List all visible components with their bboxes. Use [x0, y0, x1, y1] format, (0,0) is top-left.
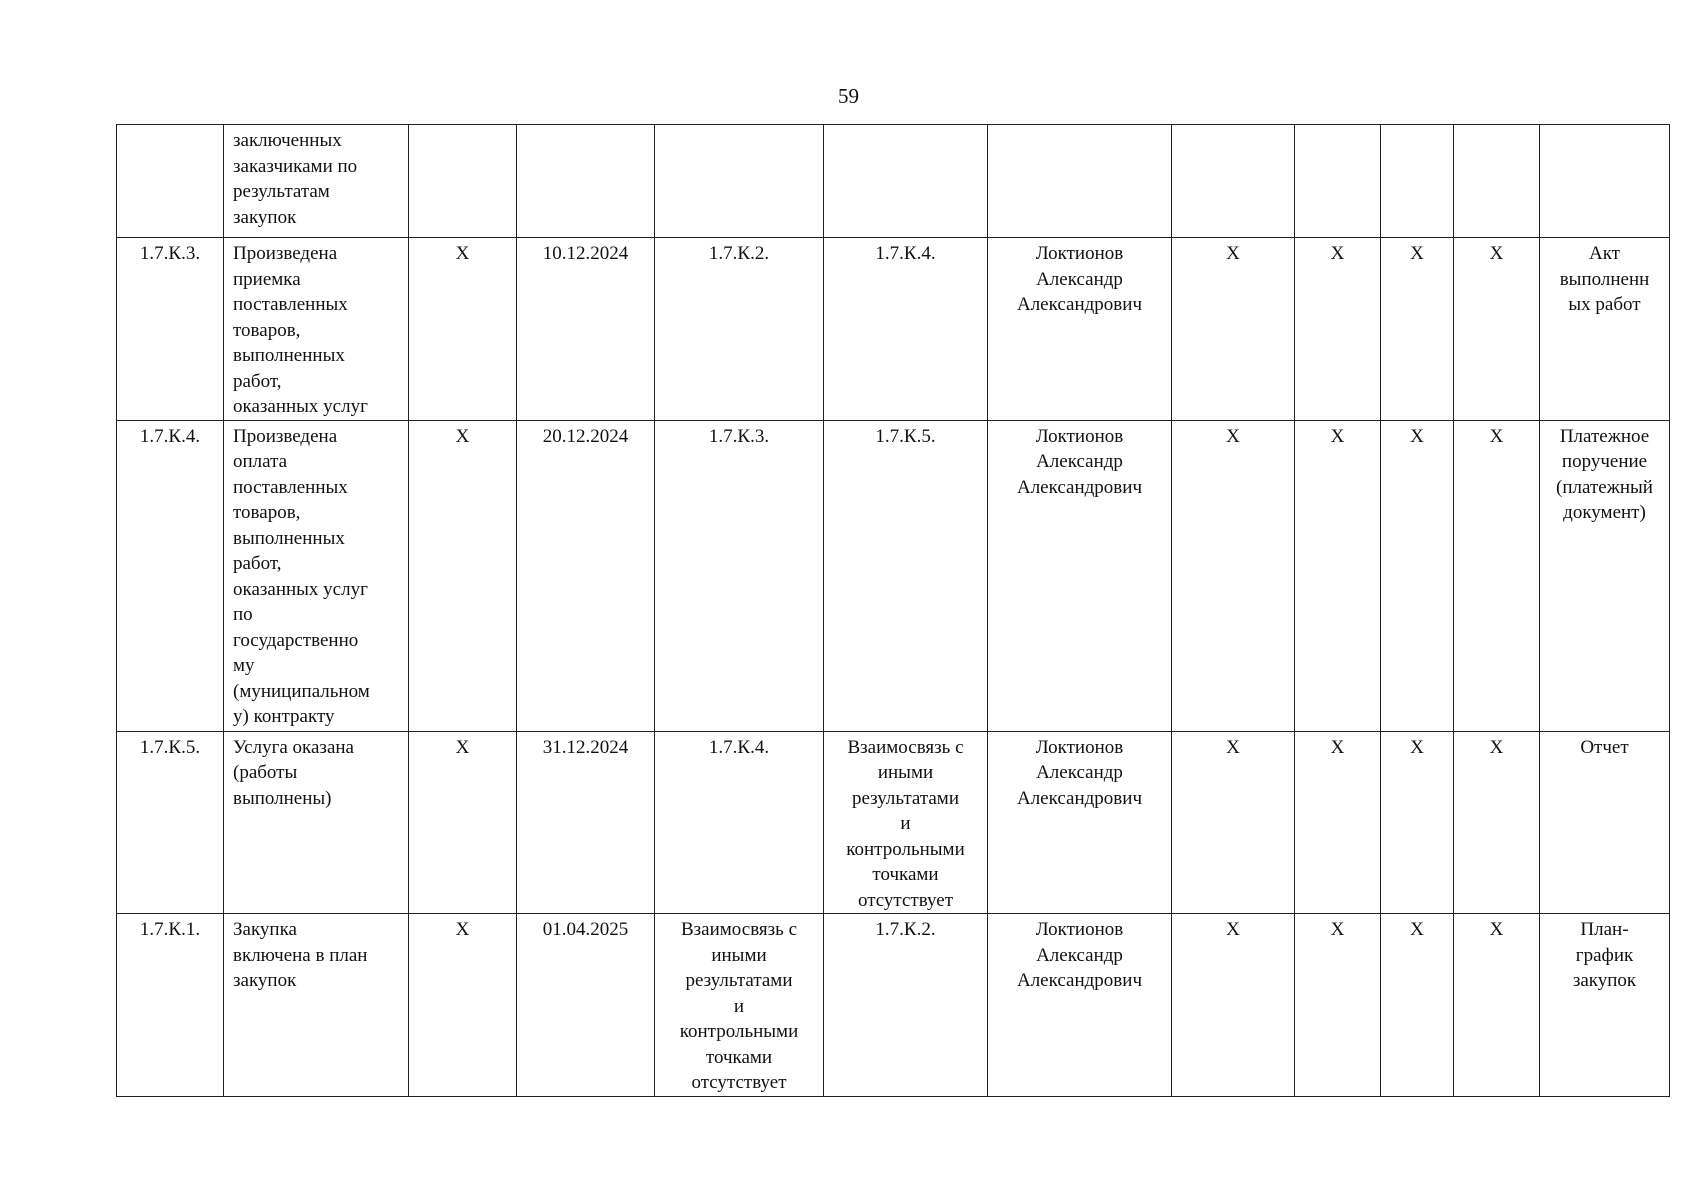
title-cell-line: (муниципальном [233, 680, 370, 702]
document-cell [1540, 914, 1670, 1097]
mark-cell: X [1295, 238, 1381, 421]
document-cell [1540, 125, 1670, 238]
table-row [117, 914, 1670, 1097]
title-cell-line: работ, [233, 553, 282, 574]
prev-cell-line: иными [711, 944, 767, 966]
mark-cell [1172, 125, 1295, 238]
responsible-cell-line: Александрович [1016, 476, 1143, 498]
title-cell-line: государственно [233, 629, 359, 651]
next-cell-line: 1.7.К.2. [875, 919, 936, 940]
title-cell-line: работ, [233, 370, 282, 392]
responsible-cell-line: Локтионов [1035, 425, 1124, 447]
title-cell-line: поставленных [233, 476, 348, 498]
title-cell-line: выполнены) [233, 787, 332, 809]
title-cell [224, 731, 409, 914]
date-cell: 20.12.2024 [517, 420, 655, 731]
title-cell-line: товаров, [233, 319, 301, 341]
responsible-cell [988, 420, 1172, 731]
mark-cell: X [1295, 914, 1381, 1097]
code-cell: 1.7.К.5. [117, 731, 224, 914]
next-cell [824, 420, 988, 731]
title-cell-line: закупок [233, 206, 297, 228]
mark-cell [409, 125, 517, 238]
mark-cell: X [409, 914, 517, 1097]
document-cell-line: выполненн [1559, 268, 1650, 290]
document-cell-line: Акт [1588, 243, 1620, 264]
mark-cell: X [1381, 914, 1454, 1097]
title-cell-line: включена в план [233, 944, 368, 966]
mark-cell: X [1454, 914, 1540, 1097]
title-cell [224, 125, 409, 238]
next-cell [824, 125, 988, 238]
mark-cell: X [1454, 731, 1540, 914]
mark-cell [1381, 125, 1454, 238]
mark-cell: X [1381, 420, 1454, 731]
title-cell-line: выполненных [233, 527, 345, 549]
mark-cell [1295, 125, 1381, 238]
responsible-cell-line: Александрович [1016, 787, 1143, 809]
control-points-table [116, 124, 1670, 1097]
responsible-cell [988, 238, 1172, 421]
responsible-cell-line: Александр [1036, 451, 1123, 472]
table-row [117, 238, 1670, 421]
code-cell: 1.7.К.1. [117, 914, 224, 1097]
title-cell-line: (работы [233, 762, 298, 783]
title-cell [224, 238, 409, 421]
next-cell-line: контрольными [846, 838, 965, 860]
title-cell-line: оплата [233, 451, 288, 472]
mark-cell: X [1454, 420, 1540, 731]
title-cell-line: у) контракту [233, 706, 335, 727]
prev-cell-line: контрольными [679, 1021, 799, 1042]
next-cell-line: Взаимосвязь с [847, 736, 964, 758]
mark-cell: X [409, 238, 517, 421]
next-cell-line: 1.7.К.4. [875, 243, 936, 264]
document-cell-line: Отчет [1580, 736, 1629, 758]
title-cell-line: оказанных услуг [233, 578, 368, 600]
title-cell-line: заказчиками по [233, 155, 358, 177]
document-cell-line: график [1575, 944, 1634, 966]
next-cell-line: иными [877, 762, 934, 783]
next-cell [824, 238, 988, 421]
title-cell-line: Услуга оказана [233, 736, 354, 758]
document-cell-line: План- [1580, 919, 1629, 940]
date-cell: 01.04.2025 [517, 914, 655, 1097]
document-cell-line: поручение [1561, 451, 1648, 472]
document-cell [1540, 420, 1670, 731]
responsible-cell [988, 914, 1172, 1097]
document-cell-line: документ) [1563, 502, 1646, 523]
date-cell: 31.12.2024 [517, 731, 655, 914]
mark-cell: X [1295, 731, 1381, 914]
title-cell-line: Произведена [233, 243, 338, 264]
responsible-cell-line: Локтионов [1035, 919, 1124, 940]
prev-cell [655, 914, 824, 1097]
title-cell-line: Закупка [233, 919, 297, 940]
document-cell [1540, 238, 1670, 421]
next-cell-line: и [900, 813, 911, 834]
mark-cell: X [1172, 238, 1295, 421]
page-number: 59 [838, 84, 859, 108]
next-cell-line: точками [872, 864, 939, 885]
responsible-cell-line: Локтионов [1035, 736, 1124, 758]
prev-cell: 1.7.К.3. [655, 420, 824, 731]
mark-cell: X [1172, 420, 1295, 731]
prev-cell-line: результатами [685, 970, 793, 991]
document-cell-line: (платежный [1556, 476, 1653, 498]
title-cell-line: результатам [233, 181, 330, 202]
mark-cell: X [1172, 731, 1295, 914]
responsible-cell [988, 731, 1172, 914]
title-cell-line: поставленных [233, 294, 348, 315]
title-cell-line: заключенных [233, 130, 342, 151]
next-cell [824, 914, 988, 1097]
mark-cell: X [409, 420, 517, 731]
document-cell-line: закупок [1572, 970, 1637, 991]
title-cell [224, 420, 409, 731]
table-row [117, 420, 1670, 731]
mark-cell: X [409, 731, 517, 914]
next-cell-line: отсутствует [857, 889, 954, 911]
code-cell [117, 125, 224, 238]
responsible-cell-line: Александрович [1016, 970, 1143, 991]
title-cell-line: Произведена [233, 425, 338, 447]
document-cell-line: ых работ [1568, 294, 1641, 315]
date-cell: 10.12.2024 [517, 238, 655, 421]
mark-cell: X [1381, 731, 1454, 914]
title-cell-line: закупок [233, 970, 297, 991]
prev-cell-line: и [733, 995, 745, 1017]
title-cell-line: му [233, 655, 255, 676]
prev-cell-line: Взаимосвязь с [680, 919, 798, 940]
responsible-cell-line: Александр [1036, 268, 1123, 290]
responsible-cell [988, 125, 1172, 238]
title-cell-line: по [233, 604, 253, 625]
date-cell [517, 125, 655, 238]
mark-cell: X [1381, 238, 1454, 421]
title-cell-line: оказанных услуг [233, 396, 368, 417]
title-cell-line: приемка [233, 268, 301, 290]
table-row [117, 125, 1670, 238]
title-cell-line: товаров, [233, 502, 301, 523]
responsible-cell-line: Александр [1036, 944, 1123, 966]
code-cell: 1.7.К.3. [117, 238, 224, 421]
mark-cell: X [1454, 238, 1540, 421]
document-cell [1540, 731, 1670, 914]
title-cell [224, 914, 409, 1097]
next-cell [824, 731, 988, 914]
responsible-cell-line: Александр [1036, 762, 1123, 783]
document-cell-line: Платежное [1559, 425, 1650, 447]
prev-cell-line: отсутствует [691, 1072, 787, 1093]
prev-cell-line: точками [705, 1046, 773, 1068]
mark-cell: X [1172, 914, 1295, 1097]
mark-cell [1454, 125, 1540, 238]
table-row [117, 731, 1670, 914]
title-cell-line: выполненных [233, 345, 345, 366]
code-cell: 1.7.К.4. [117, 420, 224, 731]
next-cell-line: результатами [852, 787, 959, 809]
next-cell-line: 1.7.К.5. [875, 425, 936, 447]
responsible-cell-line: Александрович [1016, 294, 1143, 315]
prev-cell: 1.7.К.4. [655, 731, 824, 914]
responsible-cell-line: Локтионов [1035, 243, 1124, 264]
prev-cell: 1.7.К.2. [655, 238, 824, 421]
prev-cell [655, 125, 824, 238]
mark-cell: X [1295, 420, 1381, 731]
